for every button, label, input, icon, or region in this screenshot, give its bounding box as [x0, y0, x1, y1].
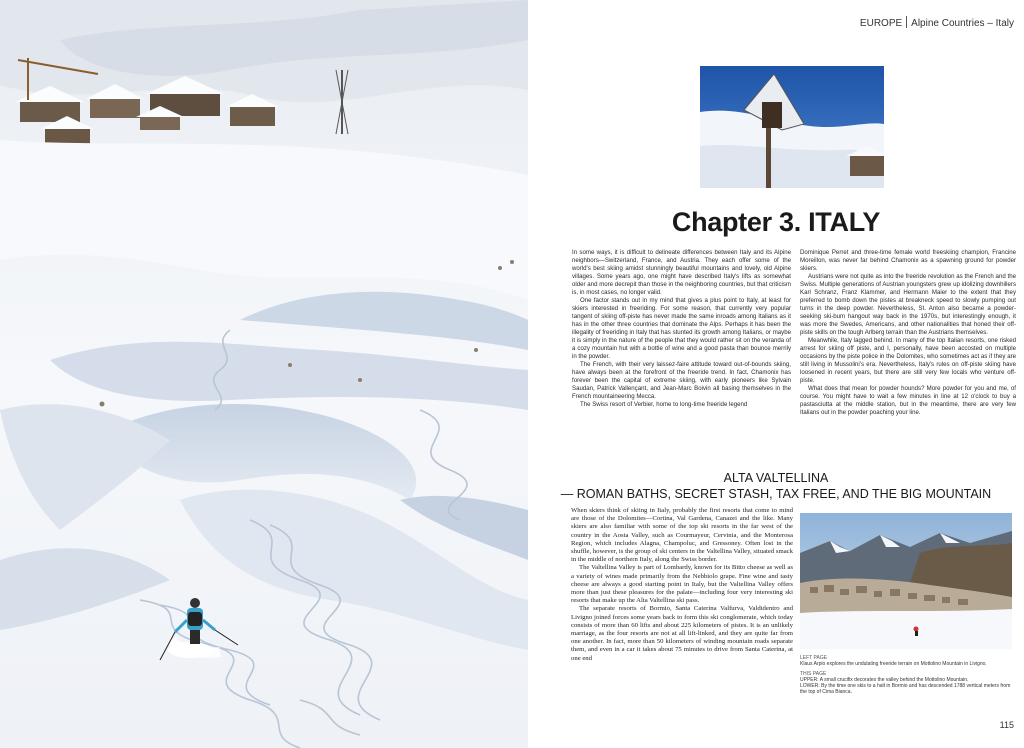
intro-column-2 — [800, 249, 1016, 417]
running-head — [860, 16, 1014, 29]
bormio-valley-image — [800, 513, 1012, 649]
paragraph: What does that mean for powder hounds? More powder for you and me, of course. You might have to wait a few minutes in line at 12 o'clock to buy a pastasciutta at the middle station, but in the meantime, there are very few Italians out in the powder poaching your line. — [800, 385, 1016, 416]
caption-left-page — [800, 655, 1014, 668]
paragraph: The Valtellina Valley is part of Lombardy, known for its Bitto cheese as well as a variety of wines made primarily from the Nebbiolo grape. Fine wine and tasty cheese are always a good starting point in Italy, but the Valtellina Valley offers more than just these pleasures for the palate—including four very interesting ski resorts that make up the Alta Valtellina ski pass. — [571, 564, 793, 605]
running-head-divider — [906, 16, 907, 28]
paragraph: When skiers think of skiing in Italy, probably the first resorts that come to mind are those of the Dolomites—Cortina, Val Gardena, Canazei and the like. Many skiers are also familiar with some of the top ski resorts in the far west of the country in the Aosta Valley, such as Courmayeur, Cervinia, and the Monterosa Region, which includes Alagna, Champoluc, and Gressoney. Often lost in the shuffle, however, is the group of ski centers in the Valtellina Valley, situated smack in the middle of northern Italy, along the Swiss border. — [571, 507, 793, 564]
paragraph: The separate resorts of Bormio, Santa Caterina Valfurva, Valdidentro and Livigno joined forces some years back to form this ski conglomerate, which today consists of more than 60 lifts and about 225 kilometers of pistes. It is an unlikely marriage, as the four resorts are not at all lift-linked, and they are quite far from one another. In fact, more than 50 kilometers of winding mountain roads separate them, and even in a car it takes about 75 minutes to drive from Santa Caterina, at one end — [571, 605, 793, 662]
intro-column-1 — [572, 249, 791, 409]
caption-text: Klaus Arpio explores the undulating freeride terrain on Mottolino Mountain in Livigno. — [800, 661, 987, 668]
caption-heading: THIS PAGE — [800, 670, 827, 677]
section-body — [571, 507, 793, 663]
paragraph: In some ways, it is difficult to delineate differences between Italy and its Alpine neighbors—Switzerland, France, and Austria. They each offer some of the world's best skiing amidst stunningly beautiful mountains and lovely, old Alpine villages. Some years ago, one might have described Italy's lifts as somewhat older and more decrepit than those in the neighboring countries, but that criticism is, in most cases, no longer valid. — [572, 249, 791, 296]
section-title-line-2: — ROMAN BATHS, SECRET STASH, TAX FREE, AND THE BIG MOUNTAIN — [560, 487, 992, 501]
paragraph: Austrians were not quite as into the freeride revolution as the French and the Swiss. Multiple generations of Austrian youngsters grew up idolizing downhillers Karl Schranz, Franz Klammer, and Hermann Maier to the extent that they preferred to bomb down the pistes at breakneck speed to slowly pumping out turns in the deep powder. Nevertheless, St. Anton also became a powder-seeking ski-bum hangout way back in the 1970s, but interestingly enough, it was more the Swedes, Americans, and other nationalities that honed their off-piste skills on the tough Arlberg terrain than the Austrians themselves. — [800, 273, 1016, 336]
paragraph: Meanwhile, Italy lagged behind. In many of the top Italian resorts, one risked arrest for skiing off piste, and I, personally, have been accosted on multiple occasions by the piste police in the Dolomites, who sometimes act as if they are still living in Mussolini's era. Nevertheless, Italy's rules on off-piste skiing have loosened in recent years, but there are still very few locals who venture off-piste. — [800, 337, 1016, 384]
caption-this-page — [800, 671, 1014, 696]
running-head-subsection: Alpine Countries – Italy — [911, 18, 1014, 29]
caption-heading: LEFT PAGE — [800, 655, 828, 661]
paragraph: The French, with their very laissez-faire attitude toward out-of-bounds skiing, have always been at the forefront of the freeride trend. In fact, Chamonix has forever been the capital of extreme skiing, with early pioneers like Sylvain Saudan, Patrick Vallençant, and Jean-Marc Boivin all basing themselves in the French mountaineering Mecca. — [572, 361, 791, 400]
paragraph: Dominique Perret and three-time female world freeskiing champion, Francine Moreillon, was never far behind Chamonix as a spawning ground for powder skiers. — [800, 249, 1016, 272]
caption-text: UPPER: A small crucifix decorates the valley behind the Mottolino Mountain. — [800, 676, 969, 683]
crucifix-snow-image — [700, 66, 884, 188]
bormio-town-photo — [800, 513, 1012, 649]
right-page — [528, 0, 1024, 748]
page-number: 115 — [999, 720, 1014, 730]
section-title-line-1: ALTA VALTELLINA — [723, 471, 829, 485]
chapter-title: Chapter 3. ITALY — [671, 207, 881, 237]
running-head-section: EUROPE — [859, 18, 903, 29]
section-title — [528, 470, 1024, 502]
paragraph: One factor stands out in my mind that gives a plus point to Italy, at least for skiers interested in freeriding. For some reason, that currently very popular tangent of skiing off-piste has never made the same inroads among Italians as it has in the other three countries that dominate the Alps. Perhaps it has been the illegality of freeriding in Italy that has stunted its growth among Italians, or maybe it is simply in the nature of the people that they would rather sit on the veranda of a cozy mountain hut with a bottle of wine and a good pasta than bounce merrily in the powder. — [572, 297, 791, 360]
paragraph: The Swiss resort of Verbier, home to long-time freeride legend — [580, 401, 748, 408]
caption-text: LOWER: By the time one skis to a halt in Bormio and has descended 1788 vertical meters from the top of Cima Bianca. — [800, 683, 1011, 696]
photo-captions — [800, 655, 1014, 699]
crucifix-photo — [700, 66, 884, 188]
